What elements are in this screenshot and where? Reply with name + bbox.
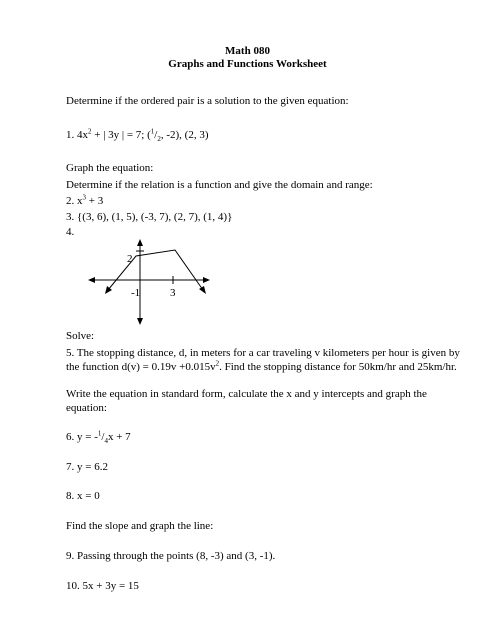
problem-2: 2. $x^3 + 3$ [66,193,104,207]
problem-4-number: 4. [66,226,75,238]
problem-9: 9. Passing through the points (8, -3) and (3, -1). [66,550,276,562]
curve-arrow-right [199,286,206,294]
instruction-solve: Solve: [66,330,95,342]
function-curve [108,250,203,290]
x-axis-arrow-right [203,277,210,283]
problem-3: 3. {(3, 6), (1, 5), (-3, 7), (2, 7), (1, 4)} [66,211,233,223]
problem-1: 1. $4x^2$ + | 3y | = 7; ($^1/_2$, -2), (2, 3) [66,127,209,144]
graph-label-x-neg: -1 [131,287,141,299]
instruction-standard-form-cont: equation: [66,402,107,414]
y-axis-arrow-down [137,318,143,325]
course-title: Math 080 [225,45,270,57]
problem-4-graph [83,242,213,322]
instruction-slope: Find the slope and graph the line: [66,520,214,532]
y-axis-arrow-up [137,239,143,246]
problem-8: 8. x = 0 [66,490,100,502]
graph-label-x-pos: 3 [170,287,176,299]
instruction-graph-equation: Graph the equation: [66,162,154,174]
problem-5-line-2: the function $d(v) = 0.19v +0.015v^2$. Find the stopping distance for 50km/hr and 25km/hr. [66,359,457,373]
problem-7: 7. y = 6.2 [66,461,108,473]
graph-label-y: 2 [127,253,133,265]
problem-10: 10. 5x + 3y = 15 [66,580,139,592]
problem-5-line-1: 5. The stopping distance, d, in meters for a car traveling v kilometers per hour is given by [66,347,460,359]
instruction-ordered-pair: Determine if the ordered pair is a solution to the given equation: [66,95,349,107]
worksheet-title: Graphs and Functions Worksheet [168,58,327,70]
x-axis-arrow-left [88,277,95,283]
problem-6: 6. $y = -^1/_4x + 7$ [66,429,131,446]
instruction-relation: Determine if the relation is a function and give the domain and range: [66,179,373,191]
instruction-standard-form: Write the equation in standard form, calculate the x and y intercepts and graph the [66,388,427,400]
